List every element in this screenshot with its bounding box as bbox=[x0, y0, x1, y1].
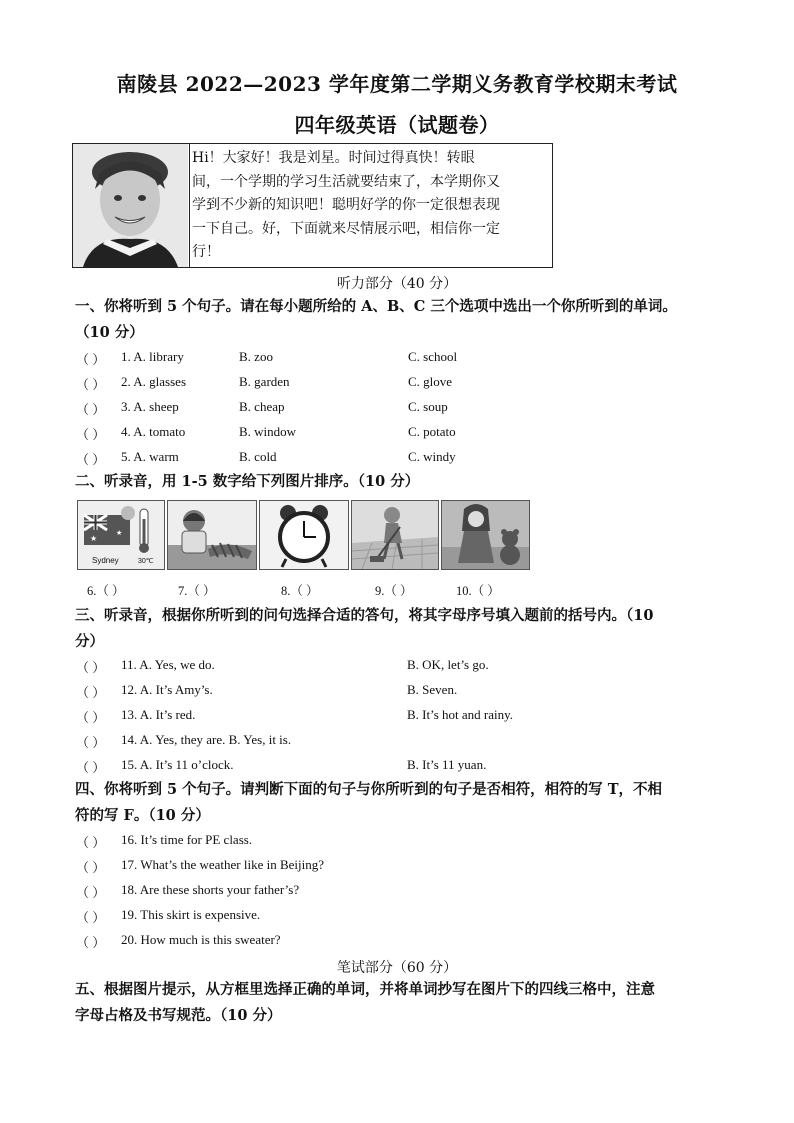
option-c: C. school bbox=[408, 349, 458, 364]
picture-girl-with-teddy bbox=[441, 500, 530, 570]
answer-paren[interactable]: （ ） bbox=[76, 935, 106, 950]
svg-text:★: ★ bbox=[116, 529, 123, 537]
picture-boy-farm bbox=[167, 500, 257, 570]
answer-paren[interactable]: （ ） bbox=[76, 735, 106, 750]
q5-line1: 五、根据图片提示，从方框里选择正确的单词，并将单词抄写在图片下的四线三格中，注意 bbox=[75, 981, 655, 998]
q5-line2: 字母占格及书写规范。（10 分） bbox=[75, 1007, 282, 1024]
answer-paren[interactable]: （ ） bbox=[76, 402, 106, 417]
q4-line2: 符的写 F。（10 分） bbox=[75, 807, 210, 824]
answer-paren[interactable]: （ ） bbox=[76, 660, 106, 675]
option-b: B. It’s 11 yuan. bbox=[407, 757, 487, 772]
pic-caption-temp: 30℃ bbox=[138, 558, 154, 565]
option-a: 15. A. It’s 11 o’clock. bbox=[121, 757, 234, 772]
statement: 16. It’s time for PE class. bbox=[121, 832, 253, 847]
option-b: B. Seven. bbox=[407, 682, 458, 697]
intro-line: 行！ bbox=[192, 244, 220, 260]
option-c: C. potato bbox=[408, 424, 456, 439]
answer-paren[interactable]: （ ） bbox=[76, 452, 106, 467]
q3-line2: 分） bbox=[75, 633, 104, 650]
answer-paren[interactable]: （ ） bbox=[76, 427, 106, 442]
option-b: B. OK, let’s go. bbox=[407, 657, 489, 672]
picture-answer-9[interactable]: 9.（ ） bbox=[375, 584, 413, 598]
picture-answer-10[interactable]: 10.（ ） bbox=[456, 584, 500, 598]
statement: 17. What’s the weather like in Beijing? bbox=[121, 857, 325, 872]
option-b: B. zoo bbox=[239, 349, 273, 364]
intro-line: Hi！大家好！我是刘星。时间过得真快！转眼 bbox=[192, 150, 475, 166]
intro-box bbox=[72, 143, 553, 268]
intro-text bbox=[192, 147, 549, 265]
option-a: 3. A. sheep bbox=[121, 399, 179, 414]
option-b: B. cheap bbox=[239, 399, 285, 414]
option-c: C. glove bbox=[408, 374, 453, 389]
q1-line1: 一、你将听到 5 个句子。请在每小题所给的 A、B、C 三个选项中选出一个你所听到的单词。 bbox=[75, 298, 677, 315]
option-b: B. window bbox=[239, 424, 297, 439]
option-b: B. garden bbox=[239, 374, 290, 389]
option-a: 11. A. Yes, we do. bbox=[121, 657, 215, 672]
answer-paren[interactable]: （ ） bbox=[76, 352, 106, 367]
exam-subtitle: 四年级英语（试题卷） bbox=[294, 113, 500, 137]
listening-section-header: 听力部分（40 分） bbox=[336, 276, 458, 292]
boy-photo bbox=[73, 144, 190, 267]
option-a: 4. A. tomato bbox=[121, 424, 186, 439]
picture-girl-cleaning bbox=[351, 500, 439, 570]
q1-line2: （10 分） bbox=[75, 324, 144, 341]
answer-paren[interactable]: （ ） bbox=[76, 835, 106, 850]
picture-alarm-clock bbox=[259, 500, 349, 570]
answer-paren[interactable]: （ ） bbox=[76, 760, 106, 775]
option-a: 5. A. warm bbox=[121, 449, 179, 464]
picture-answer-8[interactable]: 8.（ ） bbox=[281, 584, 319, 598]
intro-line: 间，一个学期的学习生活就要结束了，本学期你又 bbox=[192, 173, 500, 190]
answer-paren[interactable]: （ ） bbox=[76, 710, 106, 725]
picture-answer-7[interactable]: 7.（ ） bbox=[178, 584, 216, 598]
q1-instruction bbox=[75, 294, 735, 346]
picture-answer-6[interactable]: 6.（ ） bbox=[87, 584, 125, 598]
q5-instruction bbox=[75, 977, 735, 1029]
q3-line1: 三、听录音，根据你所听到的问句选择合适的答句，将其字母序号填入题前的括号内。（10 bbox=[75, 607, 654, 624]
option-a: 13. A. It’s red. bbox=[121, 707, 196, 722]
pic-caption-city: Sydney bbox=[92, 556, 119, 565]
option-b: B. It’s hot and rainy. bbox=[407, 707, 514, 722]
writing-section-header: 笔试部分（60 分） bbox=[336, 960, 458, 976]
svg-text:★: ★ bbox=[90, 534, 98, 543]
answer-paren[interactable]: （ ） bbox=[76, 910, 106, 925]
statement: 18. Are these shorts your father’s? bbox=[121, 882, 300, 897]
q3-instruction bbox=[75, 603, 735, 655]
option-a: 2. A. glasses bbox=[121, 374, 186, 389]
answer-paren[interactable]: （ ） bbox=[76, 377, 106, 392]
answer-paren[interactable]: （ ） bbox=[76, 685, 106, 700]
statement: 20. How much is this sweater? bbox=[121, 932, 281, 947]
q4-instruction bbox=[75, 777, 735, 829]
intro-line: 学到不少新的知识吧！聪明好学的你一定很想表现 bbox=[192, 197, 500, 213]
picture-weather-sydney bbox=[77, 500, 165, 570]
option-c: C. windy bbox=[408, 449, 456, 464]
option-c: C. soup bbox=[408, 399, 448, 414]
exam-title: 南陵县 2022—2023 学年度第二学期义务教育学校期末考试 bbox=[116, 72, 678, 96]
answer-paren[interactable]: （ ） bbox=[76, 860, 106, 875]
option-b: B. cold bbox=[239, 449, 277, 464]
option-a: 14. A. Yes, they are. B. Yes, it is. bbox=[121, 732, 292, 747]
option-a: 12. A. It’s Amy’s. bbox=[121, 682, 213, 697]
statement: 19. This skirt is expensive. bbox=[121, 907, 261, 922]
option-a: 1. A. library bbox=[121, 349, 184, 364]
q4-line1: 四、你将听到 5 个句子。请判断下面的句子与你所听到的句子是否相符，相符的写 T，不相 bbox=[75, 781, 663, 798]
answer-paren[interactable]: （ ） bbox=[76, 885, 106, 900]
intro-line: 一下自己。好，下面就来尽情展示吧，相信你一定 bbox=[192, 220, 500, 237]
q2-instruction: 二、听录音，用 1-5 数字给下列图片排序。（10 分） bbox=[75, 473, 420, 490]
